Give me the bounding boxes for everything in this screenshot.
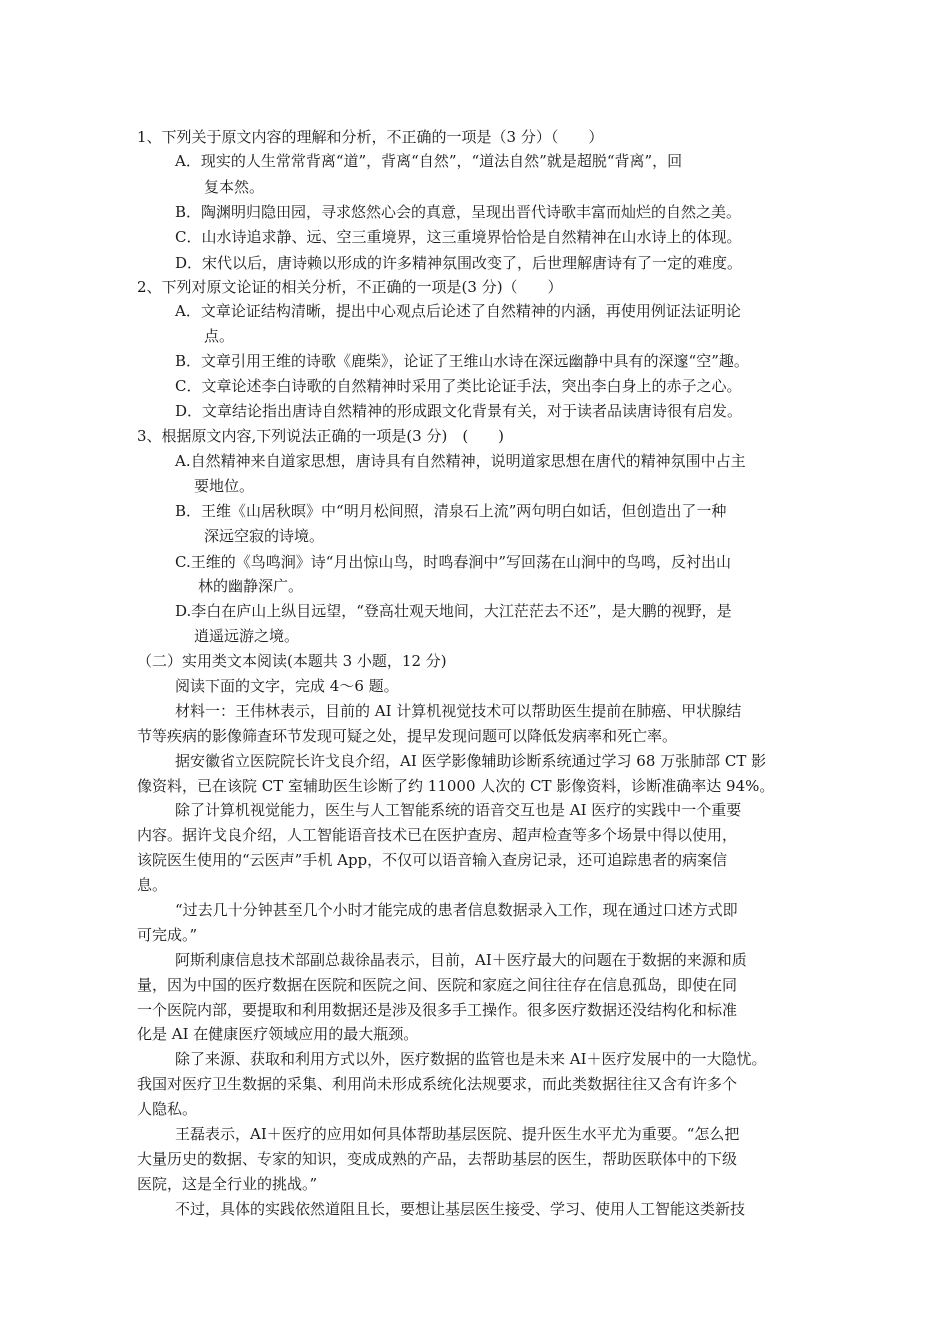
- question-1-stem: 1、下列关于原文内容的理解和分析，不正确的一项是（3 分）（ ）: [137, 128, 604, 146]
- paragraph-4-line-1: “过去几十分钟甚至几个小时才能完成的患者信息数据录入工作，现在通过口述方式即: [175, 901, 738, 919]
- paragraph-6-line-1: 除了来源、获取和利用方式以外，医疗数据的监管也是未来 AI＋医疗发展中的一大隐忧。: [175, 1050, 767, 1068]
- paragraph-8-line-1: 不过，具体的实践依然道阻且长，要想让基层医生接受、学习、使用人工智能这类新技: [175, 1200, 746, 1218]
- paragraph-5-line-2: 量，因为中国的医疗数据在医院和医院之间、医院和家庭之间往往存在信息孤岛，即使在同: [137, 976, 738, 994]
- question-1-option-d: D．宋代以后，唐诗赖以形成的许多精神氛围改变了，后世理解唐诗有了一定的难度。: [175, 254, 743, 272]
- paragraph-3-line-4: 息。: [137, 876, 168, 894]
- paragraph-3-line-2: 内容。据许戈良介绍，人工智能语音技术已在医护查房、超声检查等多个场景中得以使用，: [137, 826, 738, 844]
- question-2-stem: 2、下列对原文论证的相关分析，不正确的一项是(3 分)（ ）: [137, 278, 563, 296]
- paragraph-3-line-1: 除了计算机视觉能力，医生与人工智能系统的语音交互也是 AI 医疗的实践中一个重要: [175, 801, 742, 819]
- question-1-option-a-cont: 复本然。: [204, 178, 265, 196]
- question-3-option-a-cont: 要地位。: [194, 477, 255, 495]
- paragraph-7-line-3: 医院，这是全行业的挑战。”: [137, 1175, 318, 1193]
- question-3-option-b: B．王维《山居秋暝》中“明月松间照，清泉石上流”两句明白如话，但创造出了一种: [175, 502, 727, 520]
- question-3-option-c: C.王维的《鸟鸣涧》诗“月出惊山鸟，时鸣春涧中”写回荡在山涧中的鸟鸣，反衬出山: [175, 553, 732, 571]
- section-instruction: 阅读下面的文字，完成 4～6 题。: [175, 677, 399, 695]
- paragraph-5-line-4: 化是 AI 在健康医疗领域应用的最大瓶颈。: [137, 1025, 419, 1043]
- question-2-option-b: B．文章引用王维的诗歌《鹿柴》，论证了王维山水诗在深远幽静中具有的深邃“空”趣。: [175, 352, 749, 370]
- paragraph-2-line-2: 像资料，已在该院 CT 室辅助医生诊断了约 11000 人次的 CT 影像资料，诊断准确率达 94%。: [137, 777, 775, 795]
- question-2-option-a: A．文章论证结构清晰，提出中心观点后论述了自然精神的内涵，再使用例证法证明论: [175, 302, 741, 320]
- question-3-option-c-cont: 林的幽静深广。: [198, 577, 304, 595]
- question-1-option-c: C．山水诗追求静、远、空三重境界，这三重境界恰恰是自然精神在山水诗上的体现。: [175, 228, 742, 246]
- paragraph-1-line-1: 材料一：王伟林表示，目前的 AI 计算机视觉技术可以帮助医生提前在肺癌、甲状腺结: [175, 702, 742, 720]
- paragraph-6-line-3: 人隐私。: [137, 1100, 198, 1118]
- question-2-option-d: D．文章结论指出唐诗自然精神的形成跟文化背景有关，对于读者品读唐诗很有启发。: [175, 402, 743, 420]
- question-3-option-b-cont: 深远空寂的诗境。: [204, 527, 325, 545]
- question-3-option-d-cont: 逍遥远游之境。: [194, 627, 300, 645]
- paragraph-2-line-1: 据安徽省立医院院长许戈良介绍，AI 医学影像辅助诊断系统通过学习 68 万张肺部 CT 影: [175, 752, 767, 770]
- paragraph-7-line-2: 大量历史的数据、专家的知识，变成成熟的产品，去帮助基层的医生，帮助医联体中的下级: [137, 1150, 738, 1168]
- question-3-option-a: A.自然精神来自道家思想，唐诗具有自然精神，说明道家思想在唐代的精神氛围中占主: [175, 452, 746, 470]
- question-1-option-b: B．陶渊明归隐田园，寻求悠然心会的真意，呈现出晋代诗歌丰富而灿烂的自然之美。: [175, 203, 742, 221]
- question-2-option-c: C．文章论述李白诗歌的自然精神时采用了类比论证手法，突出李白身上的赤子之心。: [175, 377, 742, 395]
- question-3-option-d: D.李白在庐山上纵目远望，“登高壮观天地间，大江茫茫去不还”，是大鹏的视野，是: [175, 602, 732, 620]
- paragraph-4-line-2: 可完成。”: [137, 926, 198, 944]
- paragraph-3-line-3: 该院医生使用的“云医声”手机 App，不仅可以语音输入查房记录，还可追踪患者的病案信: [137, 851, 728, 869]
- question-3-stem: 3、根据原文内容,下列说法正确的一项是(3 分) ( ): [137, 427, 505, 445]
- paragraph-6-line-2: 我国对医疗卫生数据的采集、利用尚未形成系统化法规要求，而此类数据往往又含有许多个: [137, 1075, 738, 1093]
- paragraph-7-line-1: 王磊表示，AI＋医疗的应用如何具体帮助基层医院、提升医生水平尤为重要。“怎么把: [175, 1125, 740, 1143]
- paragraph-5-line-1: 阿斯利康信息技术部副总裁徐晶表示，目前，AI＋医疗最大的问题在于数据的来源和质: [175, 951, 747, 969]
- paragraph-5-line-3: 一个医院内部，要提取和利用数据还是涉及很多手工操作。很多医疗数据还没结构化和标准: [137, 1001, 738, 1019]
- paragraph-1-line-2: 节等疾病的影像筛查环节发现可疑之处，提早发现问题可以降低发病率和死亡率。: [137, 727, 678, 745]
- section-heading: （二）实用类文本阅读(本题共 3 小题，12 分): [137, 652, 447, 670]
- question-2-option-a-cont: 点。: [204, 327, 235, 345]
- question-1-option-a: A．现实的人生常常背离“道”，背离“自然”，“道法自然”就是超脱“背离”，回: [175, 152, 683, 170]
